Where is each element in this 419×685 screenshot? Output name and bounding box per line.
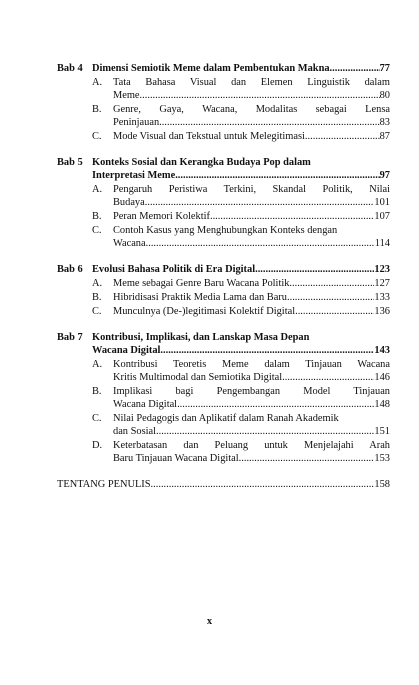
toc-line[interactable] [92, 263, 390, 276]
dot-leader [159, 116, 379, 129]
section-title-line: Kontribusi Teoretis Meme dalam Tinjauan Wacana [113, 359, 390, 370]
page-ref: 153 [374, 453, 390, 464]
section-title: Baru Tinjauan Wacana Digital [113, 453, 239, 464]
chapter-title: Dimensi Semiotik Meme dalam Pembentukan Makna [92, 63, 330, 74]
dot-leader [140, 89, 380, 102]
dot-leader [145, 196, 375, 209]
page-ref: 143 [374, 345, 390, 356]
section-title-line: Tata Bahasa Visual dan Elemen Linguistik dalam [113, 77, 390, 88]
section-entry[interactable] [92, 305, 390, 318]
section-title: Kritis Multimodal dan Semiotika Digital [113, 372, 283, 383]
dot-leader [239, 452, 375, 465]
chapter-label: Bab 6 [57, 264, 83, 275]
page-ref: 123 [374, 264, 390, 275]
dot-leader [160, 344, 374, 357]
table-of-contents [57, 62, 390, 491]
chapter-title-line: Konteks Sosial dan Kerangka Budaya Pop dalam [92, 157, 311, 168]
page-ref: 77 [379, 63, 390, 74]
section-letter: A. [92, 77, 103, 88]
dot-leader [177, 398, 374, 411]
chapter-label: Bab 5 [57, 157, 83, 168]
dot-leader [287, 291, 374, 304]
section-title: Hibridisasi Praktik Media Lama dan Baru [113, 292, 288, 303]
section-title: Munculnya (De-)legitimasi Kolektif Digital [113, 306, 296, 317]
chapter-title-line: Kontribusi, Implikasi, dan Lanskap Masa Depan [92, 332, 310, 343]
page-ref: 107 [374, 211, 390, 222]
dot-leader [255, 263, 374, 276]
toc-line[interactable] [92, 344, 390, 357]
dot-leader [305, 130, 380, 143]
section-letter: B. [92, 104, 102, 115]
section-entry[interactable] [92, 103, 390, 129]
dot-leader [156, 425, 374, 438]
section-title-line: Genre, Gaya, Wacana, Modalitas sebagai Lensa [113, 104, 390, 115]
section-title-line: Keterbatasan dan Peluang untuk Menjelajahi Arah [113, 440, 390, 451]
page-number: x [206, 616, 213, 627]
dot-leader [330, 62, 380, 75]
section-letter: C. [92, 225, 102, 236]
page-ref: 148 [374, 399, 390, 410]
toc-line[interactable] [92, 169, 390, 182]
dot-leader [175, 169, 379, 182]
page-ref: 158 [374, 479, 390, 490]
section-entry[interactable] [92, 439, 390, 465]
toc-line[interactable] [92, 62, 390, 75]
page-ref: 87 [379, 131, 390, 142]
section-entry[interactable] [92, 385, 390, 411]
page-ref: 146 [374, 372, 390, 383]
chapter-label: Bab 4 [57, 63, 83, 74]
section-entry[interactable] [92, 210, 390, 223]
chapter-entry [57, 62, 390, 143]
section-letter: C. [92, 413, 102, 424]
section-title: Meme sebagai Genre Baru Wacana Politik [113, 278, 290, 289]
page-ref: 101 [374, 197, 390, 208]
section-title: Wacana [113, 238, 146, 249]
section-entry[interactable] [92, 130, 390, 143]
dot-leader [289, 277, 374, 290]
dot-leader [295, 305, 374, 318]
chapter-entry [57, 331, 390, 465]
section-entry[interactable] [92, 224, 390, 250]
chapter-title: Wacana Digital [92, 345, 161, 356]
page-ref: 127 [374, 278, 390, 289]
chapter-label: Bab 7 [57, 332, 83, 343]
chapter-entry [57, 156, 390, 250]
section-letter: D. [92, 440, 103, 451]
section-title: Mode Visual dan Tekstual untuk Melegitimasi [113, 131, 305, 142]
section-entry[interactable] [92, 291, 390, 304]
section-title: Meme [113, 90, 140, 101]
page-ref: 136 [374, 306, 390, 317]
section-letter: A. [92, 278, 103, 289]
section-entry[interactable] [92, 277, 390, 290]
chapter-entry [57, 263, 390, 318]
about-author-entry[interactable] [57, 478, 390, 491]
page-ref: 114 [374, 238, 390, 249]
page-ref: 80 [379, 90, 390, 101]
section-title: Budaya [113, 197, 145, 208]
section-title: Wacana Digital [113, 399, 178, 410]
page-ref: 151 [374, 426, 390, 437]
section-title-line: Contoh Kasus yang Menghubungkan Konteks dengan [113, 225, 338, 236]
dot-leader [210, 210, 374, 223]
section-entry[interactable] [92, 183, 390, 209]
section-title: Peran Memori Kolektif [113, 211, 210, 222]
section-letter: B. [92, 211, 102, 222]
dot-leader [282, 371, 374, 384]
section-entry[interactable] [92, 76, 390, 102]
section-title: dan Sosial [113, 426, 157, 437]
section-letter: A. [92, 184, 103, 195]
section-title-line: Nilai Pedagogis dan Aplikatif dalam Ranah Akademik [113, 413, 339, 424]
chapter-title: Interpretasi Meme [92, 170, 176, 181]
page-ref: 133 [374, 292, 390, 303]
section-letter: B. [92, 292, 102, 303]
dot-leader [151, 478, 375, 491]
section-letter: A. [92, 359, 103, 370]
chapter-title: Evolusi Bahasa Politik di Era Digital [92, 264, 256, 275]
section-letter: C. [92, 131, 102, 142]
section-letter: B. [92, 386, 102, 397]
section-title-line: Implikasi bagi Pengembangan Model Tinjauan [113, 386, 390, 397]
section-entry[interactable] [92, 412, 390, 438]
section-title: Peninjauan [113, 117, 160, 128]
page-ref: 83 [379, 117, 390, 128]
section-letter: C. [92, 306, 102, 317]
dot-leader [146, 237, 375, 250]
page-ref: 97 [379, 170, 390, 181]
section-title-line: Pengaruh Peristiwa Terkini, Skandal Politik, Nilai [113, 184, 390, 195]
section-entry[interactable] [92, 358, 390, 384]
about-author-title: TENTANG PENULIS [57, 479, 151, 490]
